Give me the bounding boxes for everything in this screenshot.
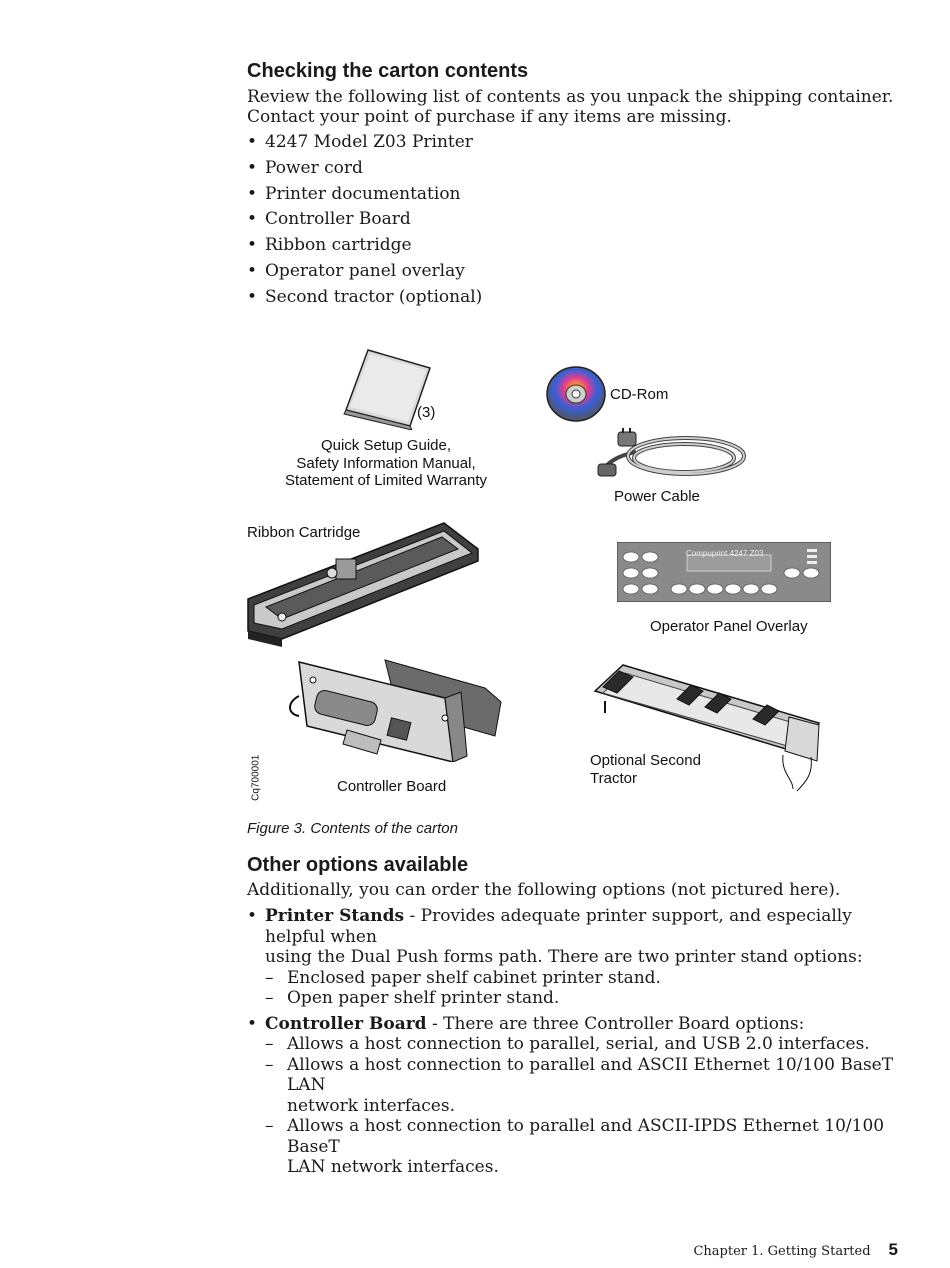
list-item: • Second tractor (optional): [247, 286, 482, 312]
controller-board-illustration: [285, 658, 507, 762]
ribbon-cartridge-label: Ribbon Cartridge: [247, 524, 361, 541]
list-item: [247, 1116, 907, 1178]
section-heading-carton-contents: Checking the carton contents: [247, 60, 529, 82]
tractor-label-line: Optional Second: [590, 752, 701, 769]
list-item: – Enclosed paper shelf cabinet printer stand.: [247, 968, 907, 989]
operator-panel-label: Operator Panel Overlay: [650, 618, 808, 635]
options-intro: Additionally, you can order the following options (not pictured here).: [247, 880, 841, 900]
list-item: [247, 1014, 907, 1035]
options-list: [247, 906, 907, 1178]
figure-code: Cq700001: [250, 754, 262, 801]
stands-desc-cont: using the Dual Push forms path. There are two printer stand options:: [265, 947, 863, 967]
list-item: [247, 1055, 907, 1117]
tractor-label: [590, 752, 701, 787]
intro-line-2: Contact your point of purchase if any items are missing.: [247, 107, 732, 127]
chapter-title: Chapter 1. Getting Started: [693, 1244, 871, 1259]
power-cable-illustration: [596, 426, 752, 484]
board-opt2-line: – Allows a host connection to parallel and ASCII Ethernet 10/100 BaseT LAN: [287, 1054, 894, 1095]
board-opt2-line: network interfaces.: [287, 1095, 455, 1116]
list-item: – Allows a host connection to parallel, serial, and USB 2.0 interfaces.: [247, 1034, 907, 1055]
intro-paragraph: [247, 87, 893, 127]
list-item: [247, 906, 907, 968]
guide-label: [270, 437, 502, 490]
power-cable-label: Power Cable: [614, 488, 700, 505]
guide-label-line: Statement of Limited Warranty: [284, 472, 488, 489]
ribbon-cartridge-illustration: [246, 519, 482, 649]
board-title: Controller Board: [265, 1013, 427, 1034]
panel-title-text: Compuprint 4247 Z03: [686, 549, 764, 558]
stands-title: Printer Stands: [265, 906, 405, 926]
board-opt3-line: LAN network interfaces.: [287, 1157, 499, 1177]
contents-list: [247, 131, 482, 312]
page-footer: [693, 1240, 898, 1260]
list-item: • Printer documentation: [247, 183, 482, 209]
cdrom-illustration: [546, 365, 606, 423]
page-number: 5: [888, 1240, 898, 1259]
guide-label-line: Safety Information Manual,: [296, 454, 476, 472]
controller-board-label: Controller Board: [337, 778, 447, 795]
stands-desc: - Provides adequate printer support, and especially helpful when: [265, 906, 852, 947]
figure-caption: Figure 3. Contents of the carton: [247, 820, 458, 837]
list-item: • Operator panel overlay: [247, 260, 482, 286]
tractor-label-line: Tractor: [590, 769, 637, 787]
board-opt3-line: – Allows a host connection to parallel and ASCII-IPDS Ethernet 10/100 BaseT: [287, 1116, 885, 1157]
list-item: • Power cord: [247, 157, 482, 183]
list-item: • Ribbon cartridge: [247, 234, 482, 260]
guide-label-line: Quick Setup Guide,: [320, 437, 452, 454]
board-desc: - There are three Controller Board options:: [426, 1013, 805, 1034]
section-heading-other-options: Other options available: [247, 854, 469, 876]
list-item: • 4247 Model Z03 Printer: [247, 131, 482, 157]
list-item: • Controller Board: [247, 208, 482, 234]
intro-line-1: Review the following list of contents as you unpack the shipping container.: [247, 87, 894, 107]
guide-count-label: (3): [417, 404, 436, 421]
list-item: – Open paper shelf printer stand.: [247, 988, 907, 1009]
cdrom-label: CD-Rom: [610, 386, 669, 403]
